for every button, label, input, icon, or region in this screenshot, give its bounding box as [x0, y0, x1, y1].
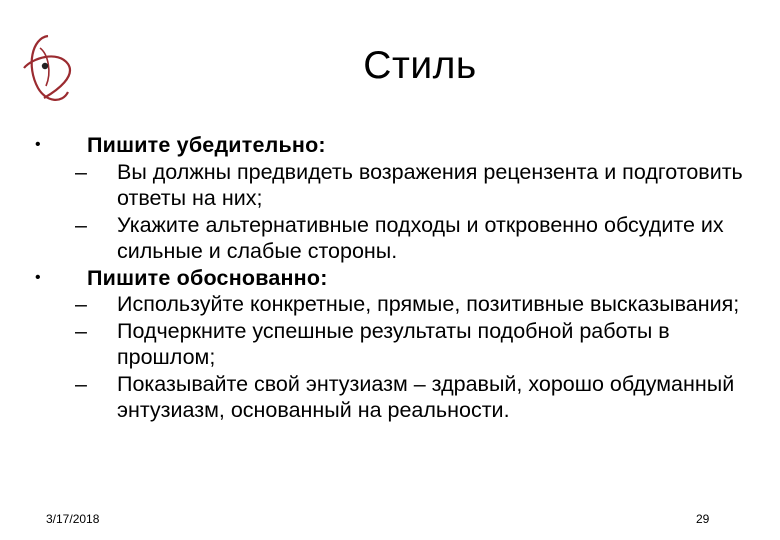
- page-number: 29: [696, 512, 710, 526]
- bullet-marker: •: [35, 136, 41, 153]
- bullet-text: Пишите убедительно:: [87, 133, 326, 157]
- sub-item: [30, 318, 750, 371]
- bullet-marker: •: [35, 268, 41, 286]
- sub-item: [30, 291, 750, 318]
- sub-marker: –: [75, 212, 87, 237]
- bullet-item: [30, 265, 750, 292]
- sub-item: [30, 212, 750, 265]
- sub-text: Вы должны предвидеть возражения рецензента и подготовить ответы на них;: [117, 159, 743, 210]
- footer-date: 3/17/2018: [46, 512, 100, 526]
- bullet-text: Пишите обоснованно:: [87, 265, 328, 290]
- sub-marker: –: [75, 292, 87, 316]
- sub-marker: –: [75, 159, 87, 184]
- sub-item: [30, 371, 750, 424]
- sub-text: Укажите альтернативные подходы и откровенно обсудите их сильные и слабые стороны.: [117, 212, 724, 263]
- sub-text: Подчеркните успешные результаты подобной работы в прошлом;: [117, 318, 670, 369]
- sub-marker: –: [75, 318, 87, 343]
- sub-text: Показывайте свой энтузиазм – здравый, хорошо обдуманный энтузиазм, основанный на реальности.: [117, 371, 735, 422]
- bullet-item: [30, 132, 750, 159]
- slide-title: Стиль: [363, 44, 477, 87]
- slide-content: [30, 132, 750, 424]
- sub-marker: –: [75, 371, 87, 396]
- sub-text: Используйте конкретные, прямые, позитивные высказывания;: [117, 292, 740, 316]
- sub-item: [30, 159, 750, 212]
